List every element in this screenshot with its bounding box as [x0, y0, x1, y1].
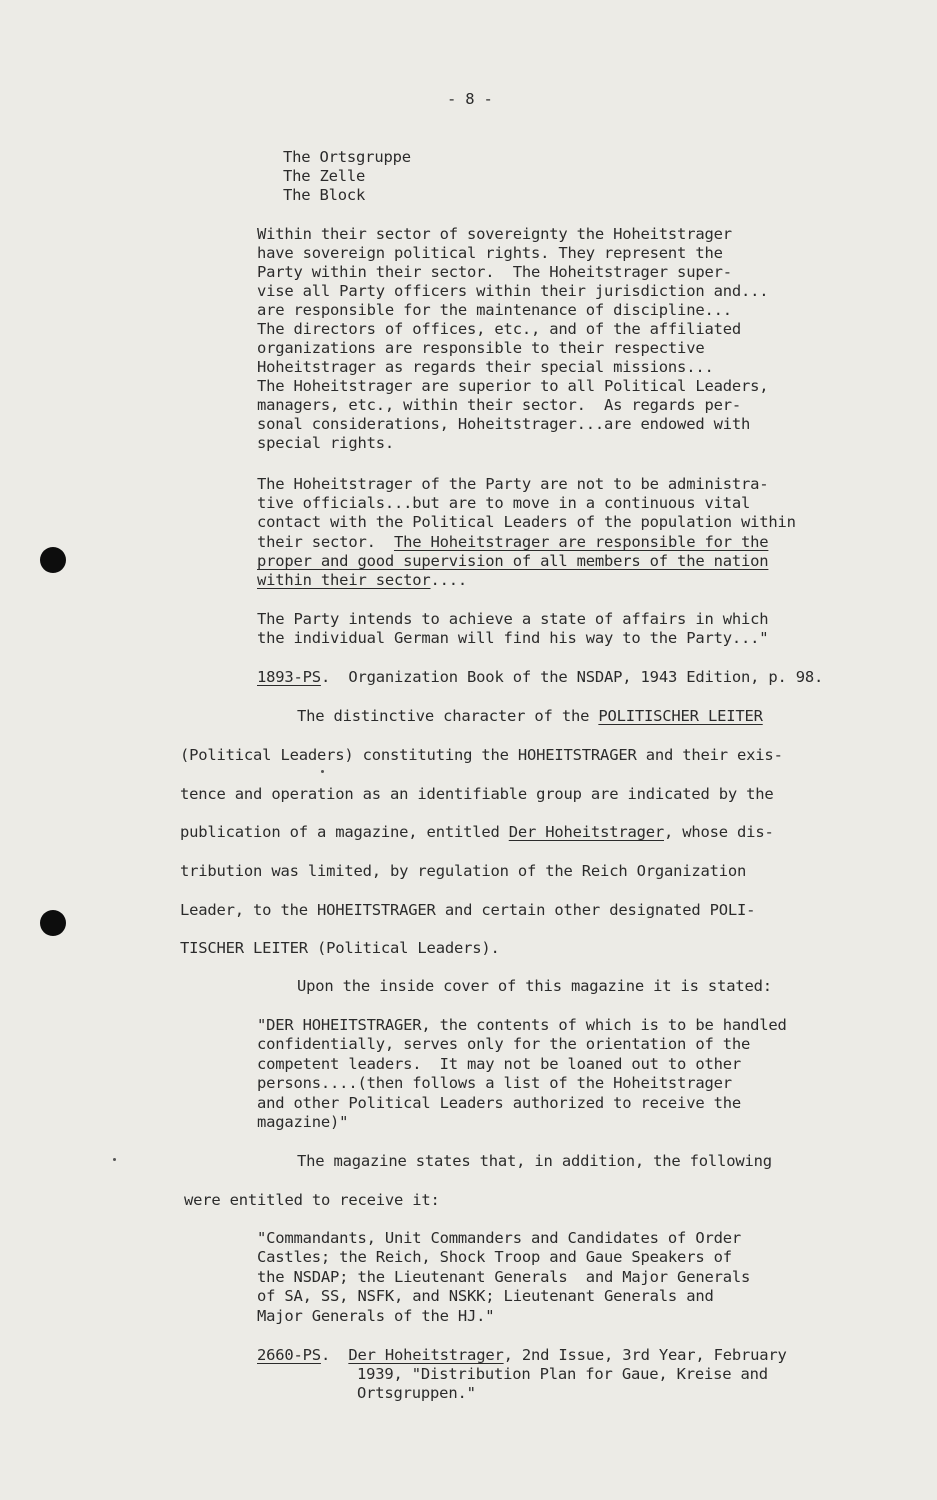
para1-line: special rights.	[257, 434, 394, 452]
para2-line: tive officials...but are to move in a continuous vital	[257, 494, 751, 512]
quote1-line: competent leaders. It may not be loaned out to other	[257, 1055, 741, 1073]
para2-underlined-line: proper and good supervision of all members of the nation	[257, 552, 769, 570]
quote2-line: of SA, SS, NSFK, and NSKK; Lieutenant Generals and	[257, 1287, 714, 1305]
magazine-title: Der Hoheitstrager	[508, 823, 664, 841]
para1-line: Party within their sector. The Hoheitstrager super-	[257, 263, 732, 281]
magazine-title: Der Hoheitstrager	[348, 1346, 504, 1364]
punch-hole-bottom	[40, 910, 66, 936]
page-number: - 8 -	[447, 90, 493, 108]
list-item: The Zelle	[283, 167, 366, 185]
quote2-line: the NSDAP; the Lieutenant Generals and Major Generals	[257, 1268, 751, 1286]
list-item: The Ortsgruppe	[283, 148, 411, 166]
cover-intro: Upon the inside cover of this magazine it is stated:	[297, 977, 772, 995]
para2-line: The Hoheitstrager of the Party are not to be administra-	[257, 475, 769, 493]
quote1-line: and other Political Leaders authorized to receive the	[257, 1094, 741, 1112]
citation-line: 1939, "Distribution Plan for Gaue, Kreise and	[357, 1365, 768, 1383]
para2-line: contact with the Political Leaders of the population within	[257, 513, 796, 531]
para2-line	[257, 571, 467, 591]
para1-line: Hoheitstrager as regards their special missions...	[257, 358, 714, 376]
body-line: Leader, to the HOHEITSTRAGER and certain other designated POLI-	[180, 901, 756, 919]
para1-line: are responsible for the maintenance of discipline...	[257, 301, 732, 319]
quote2-line: Major Generals of the HJ."	[257, 1307, 495, 1325]
para2-line	[257, 533, 768, 553]
para1-line: have sovereign political rights. They represent the	[257, 244, 723, 262]
body-text: publication of a magazine, entitled	[180, 823, 509, 841]
para2-underlined-text: within their sector	[257, 571, 431, 589]
para3-line: The Party intends to achieve a state of affairs in which	[257, 610, 769, 628]
citation-text: , 2nd Issue, 3rd Year, February	[503, 1346, 787, 1364]
citation-2660-ps	[257, 1346, 787, 1366]
para2-text: their sector.	[257, 533, 394, 551]
quote1-line: confidentially, serves only for the orientation of the	[257, 1035, 751, 1053]
body-line: tence and operation as an identifiable group are indicated by the	[180, 785, 774, 803]
list-item: The Block	[283, 186, 366, 204]
entitled-line: were entitled to receive it:	[184, 1191, 440, 1209]
para2-text: ....	[430, 571, 468, 589]
citation-separator: .	[320, 1346, 349, 1364]
body-line	[297, 707, 763, 727]
quote1-line: magazine)"	[257, 1113, 349, 1131]
quote1-line: "DER HOHEITSTRAGER, the contents of which is to be handled	[257, 1016, 787, 1034]
para1-line: managers, etc., within their sector. As regards per-	[257, 396, 741, 414]
citation-ref: 1893-PS	[257, 668, 321, 686]
para1-line: organizations are responsible to their respective	[257, 339, 705, 357]
para3-line: the individual German will find his way to the Party..."	[257, 629, 769, 647]
para1-line: The directors of offices, etc., and of the affiliated	[257, 320, 741, 338]
body-line	[180, 823, 774, 843]
citation-1893-ps	[257, 668, 823, 688]
entitled-line: The magazine states that, in addition, the following	[297, 1152, 772, 1170]
body-line: TISCHER LEITER (Political Leaders).	[180, 939, 500, 957]
citation-ref: 2660-PS	[257, 1346, 321, 1364]
body-line: tribution was limited, by regulation of the Reich Organization	[180, 862, 747, 880]
para1-line: vise all Party officers within their jurisdiction and...	[257, 282, 769, 300]
paper-speck	[113, 1158, 116, 1161]
paper-speck	[321, 770, 324, 773]
citation-text: . Organization Book of the NSDAP, 1943 Edition, p. 98.	[320, 668, 824, 686]
body-text: , whose dis-	[664, 823, 774, 841]
para1-line: Within their sector of sovereignty the Hoheitstrager	[257, 225, 732, 243]
para1-line: sonal considerations, Hoheitstrager...are endowed with	[257, 415, 751, 433]
citation-line: Ortsgruppen."	[357, 1384, 476, 1402]
body-text: The distinctive character of the	[297, 707, 599, 725]
quote2-line: "Commandants, Unit Commanders and Candidates of Order	[257, 1229, 741, 1247]
para1-line: The Hoheitstrager are superior to all Political Leaders,	[257, 377, 769, 395]
body-underlined-text: POLITISCHER LEITER	[598, 707, 763, 725]
body-line: (Political Leaders) constituting the HOHEITSTRAGER and their exis-	[180, 746, 783, 764]
punch-hole-top	[40, 547, 66, 573]
para2-underlined-text: The Hoheitstrager are responsible for the	[393, 533, 769, 551]
quote1-line: persons....(then follows a list of the Hoheitstrager	[257, 1074, 732, 1092]
quote2-line: Castles; the Reich, Shock Troop and Gaue Speakers of	[257, 1248, 732, 1266]
